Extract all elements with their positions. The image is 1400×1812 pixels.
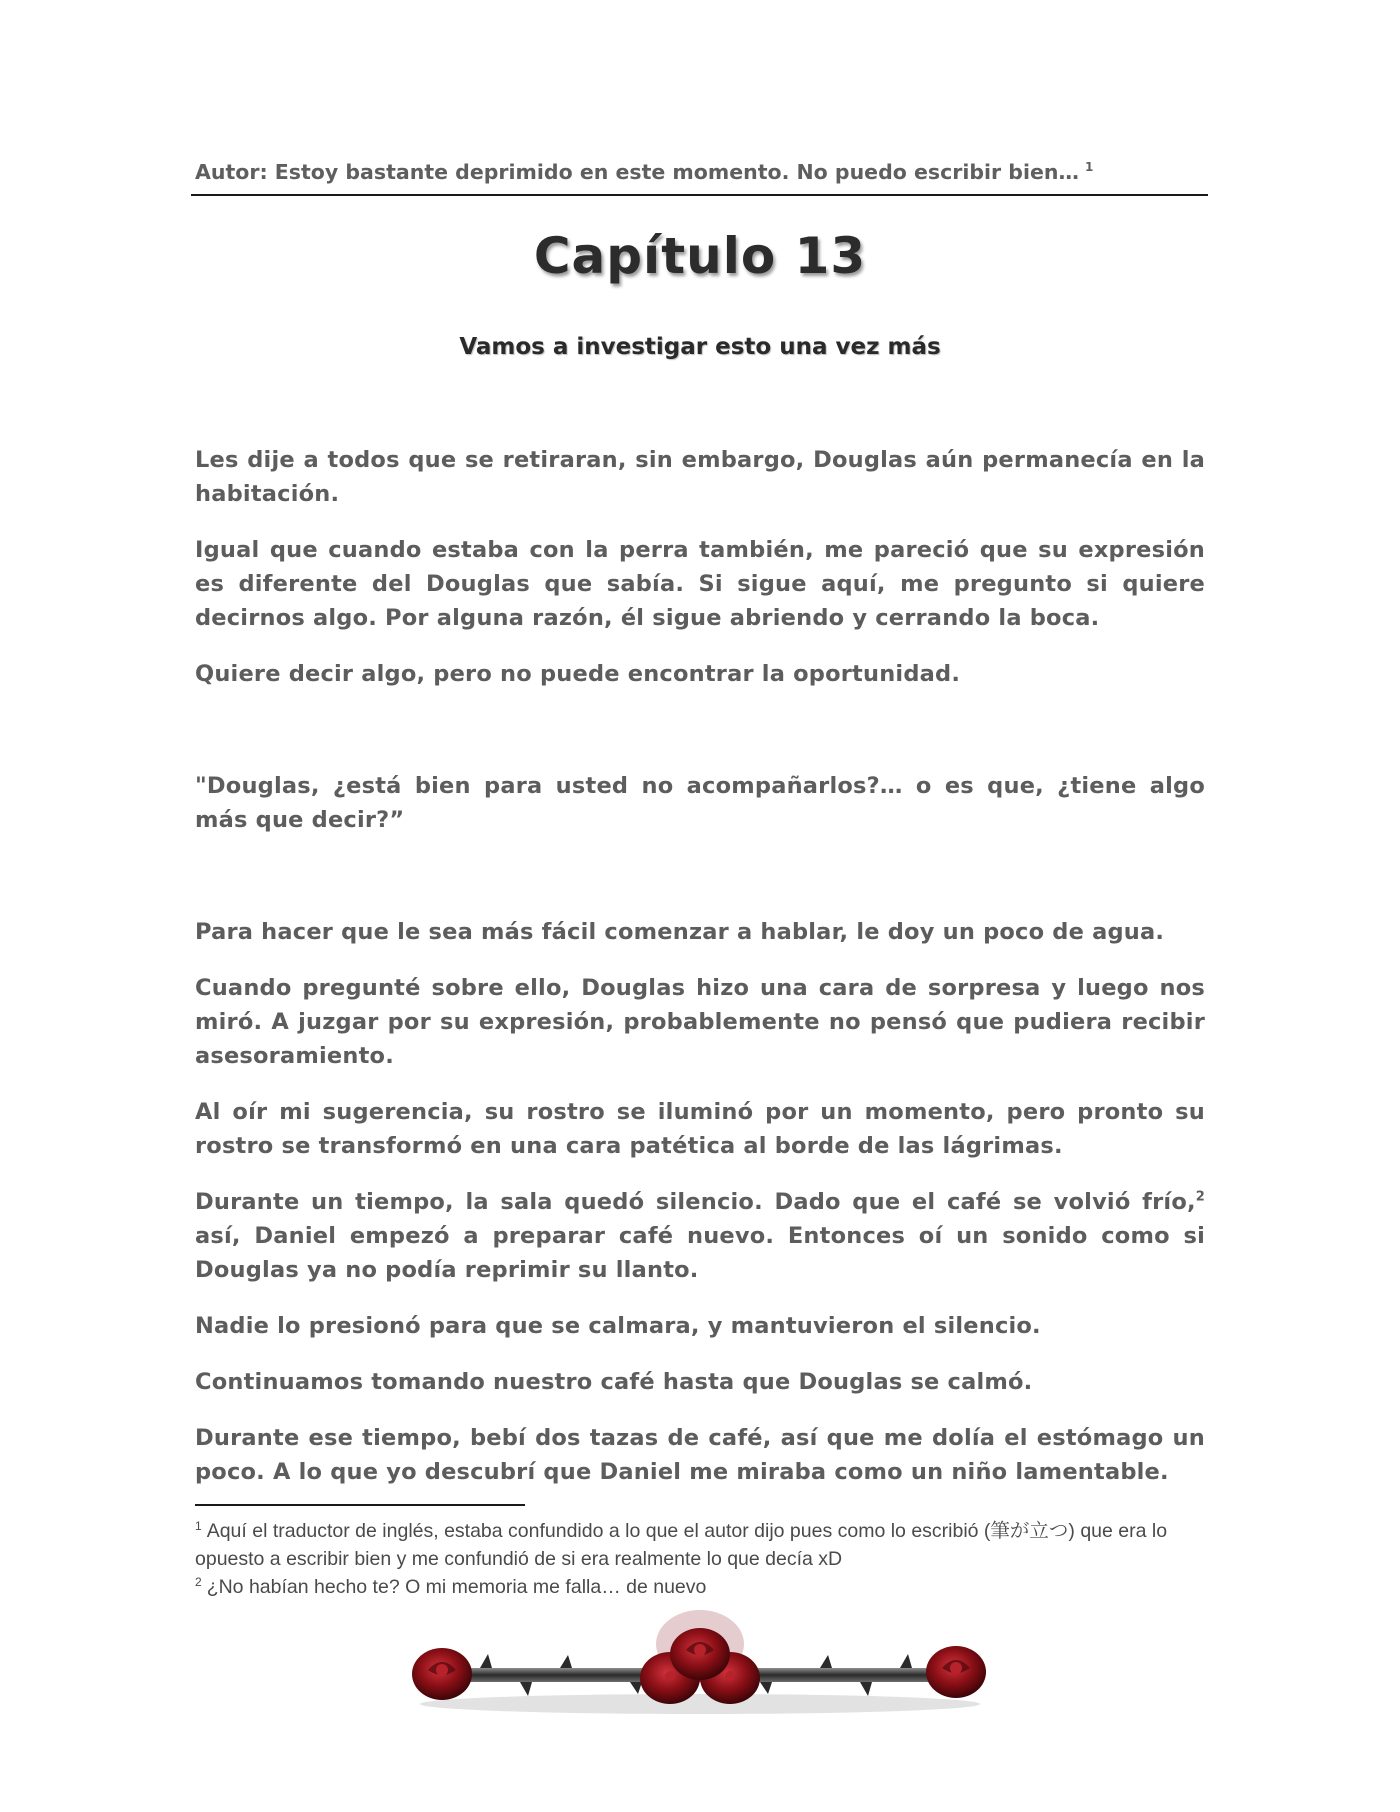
footnote-1 — [195, 1517, 1207, 1573]
footnote-divider — [195, 1504, 525, 1506]
footnote-text: Aquí el traductor de inglés, estaba confundido a lo que el autor dijo pues como lo escribió (筆が立つ) que era lo opuesto a escribir bien y me confundió de si era realmente lo que decía xD — [195, 1520, 1168, 1570]
footnote-number: 2 — [195, 1574, 202, 1589]
header-divider — [191, 194, 1208, 196]
chapter-title: Capítulo 13 — [533, 227, 867, 285]
paragraph: Al oír mi sugerencia, su rostro se iluminó por un momento, pero pronto su rostro se transformó en una cara patética al borde de las lágrimas. — [195, 1099, 1205, 1159]
rose-vine-divider-icon — [400, 1608, 1000, 1726]
chapter-body — [195, 443, 1205, 1511]
footnote-2 — [195, 1573, 1207, 1601]
author-note-text: Autor: Estoy bastante deprimido en este momento. No puedo escribir bien… — [195, 160, 1080, 184]
paragraph: Quiere decir algo, pero no puede encontrar la oportunidad. — [195, 661, 961, 687]
paragraph — [195, 1185, 1205, 1287]
author-note-footnote-ref[interactable]: 1 — [1085, 160, 1094, 175]
footnote-number: 1 — [195, 1518, 202, 1533]
paragraph: Igual que cuando estaba con la perra también, me pareció que su expresión es diferente del Douglas que sabía. Si sigue aquí, me pregunto si quiere decirnos algo. Por alguna razón, él sigue abriendo y cerrando la boca. — [195, 537, 1205, 631]
paragraph-text: Durante un tiempo, la sala quedó silencio. Dado que el café se volvió frío, — [195, 1189, 1196, 1215]
footnote-text: ¿No habían hecho te? O mi memoria me falla… de nuevo — [206, 1576, 707, 1598]
dialogue-paragraph: "Douglas, ¿está bien para usted no acompañarlos?… o es que, ¿tiene algo más que decir?” — [195, 773, 1205, 833]
paragraph: Para hacer que le sea más fácil comenzar a hablar, le doy un poco de agua. — [195, 919, 1165, 945]
paragraph: Durante ese tiempo, bebí dos tazas de café, así que me dolía el estómago un poco. A lo que yo descubrí que Daniel me miraba como un niño lamentable. — [195, 1425, 1205, 1485]
footnotes — [195, 1517, 1207, 1601]
paragraph: Nadie lo presionó para que se calmara, y mantuvieron el silencio. — [195, 1313, 1041, 1339]
paragraph: Cuando pregunté sobre ello, Douglas hizo una cara de sorpresa y luego nos miró. A juzgar por su expresión, probablemente no pensó que pudiera recibir asesoramiento. — [195, 975, 1205, 1069]
paragraph: Continuamos tomando nuestro café hasta que Douglas se calmó. — [195, 1369, 1033, 1395]
chapter-subtitle: Vamos a investigar esto una vez más — [459, 334, 941, 360]
footnote-ref[interactable]: 2 — [1195, 1189, 1205, 1205]
paragraph-text: así, Daniel empezó a preparar café nuevo. Entonces oí un sonido como si Douglas ya no podía reprimir su llanto. — [195, 1223, 1205, 1283]
paragraph: Les dije a todos que se retiraran, sin embargo, Douglas aún permanecía en la habitación. — [195, 447, 1205, 507]
author-note — [195, 160, 1207, 184]
